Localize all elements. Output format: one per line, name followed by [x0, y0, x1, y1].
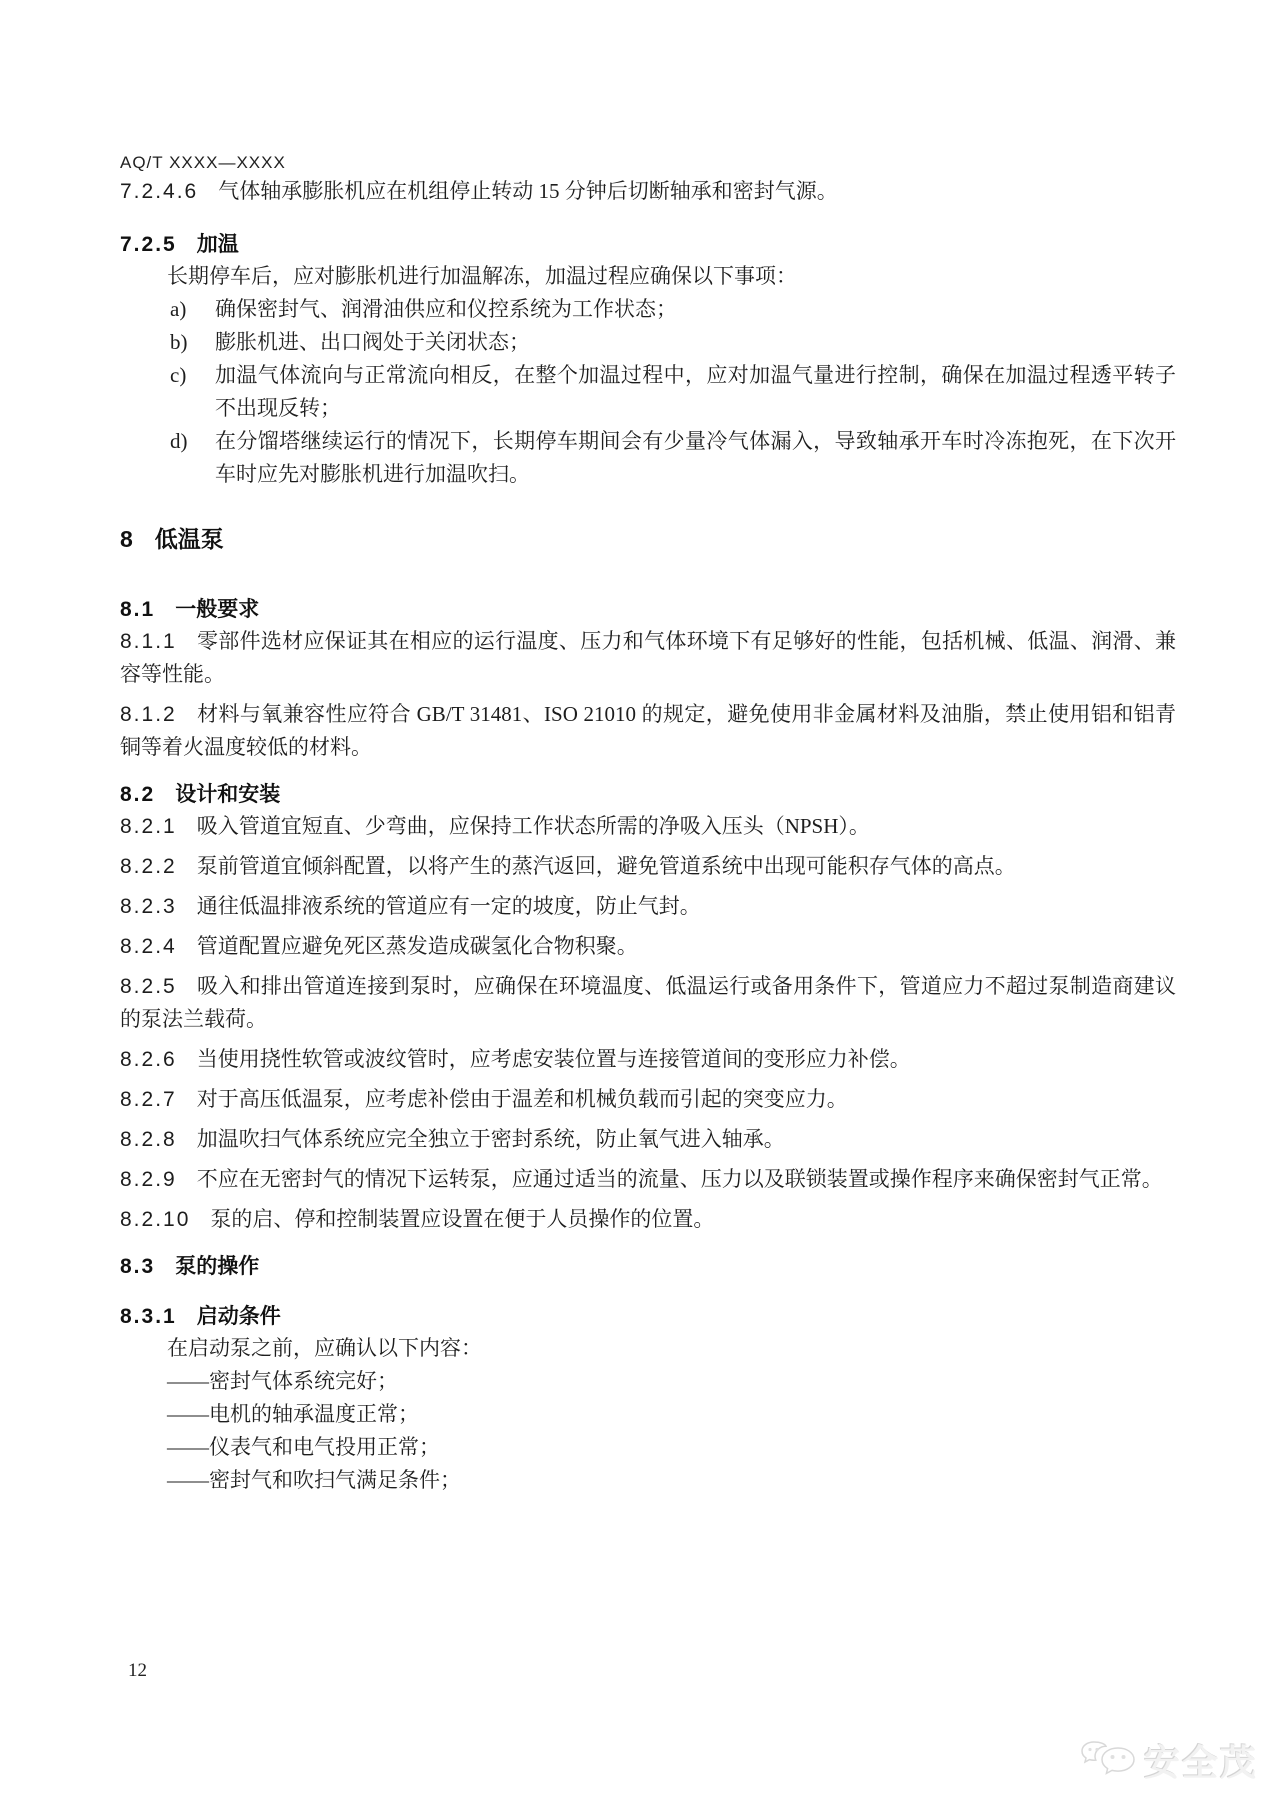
heading-title: 加温 [196, 233, 239, 256]
clause-number: 8.2.2 [120, 855, 177, 878]
clause-8-2-7 [120, 1083, 1176, 1116]
clause-number: 8.1.1 [120, 630, 177, 653]
list-text: 在分馏塔继续运行的情况下，长期停车期间会有少量冷气体漏入，导致轴承开车时冷冻抱死，在下次开车时应先对膨胀机进行加温吹扫。 [215, 429, 1176, 486]
heading-number: 7.2.5 [120, 233, 177, 256]
list-label: c) [170, 363, 187, 387]
heading-number: 8.1 [120, 598, 156, 621]
clause-number: 8.2.3 [120, 895, 177, 918]
heading-number: 8.3 [120, 1255, 156, 1278]
page-number: 12 [128, 1660, 147, 1681]
clause-7-2-4-6 [120, 175, 1176, 208]
list-item-a [120, 293, 1176, 326]
heading-8 [120, 523, 1176, 555]
list-item-c [120, 359, 1176, 425]
list-label: a) [170, 297, 187, 321]
heading-title: 启动条件 [196, 1305, 281, 1328]
clause-text: 气体轴承膨胀机应在机组停止转动 15 分钟后切断轴承和密封气源。 [218, 179, 838, 203]
clause-text: 吸入和排出管道连接到泵时，应确保在环境温度、低温运行或备用条件下，管道应力不超过泵制造商建议的泵法兰载荷。 [120, 974, 1176, 1031]
clause-text: 不应在无密封气的情况下运转泵，应通过适当的流量、压力以及联锁装置或操作程序来确保密封气正常。 [196, 1167, 1163, 1191]
clause-8-1-1 [120, 625, 1176, 691]
wechat-bubbles-icon [1080, 1740, 1136, 1782]
heading-title: 一般要求 [175, 598, 260, 621]
clause-8-2-1 [120, 810, 1176, 843]
clause-8-2-4 [120, 930, 1176, 963]
dash-item: ——密封气体系统完好； [167, 1369, 398, 1393]
clause-number: 8.2.10 [120, 1208, 191, 1231]
list-text: 加温气体流向与正常流向相反，在整个加温过程中，应对加温气量进行控制，确保在加温过程透平转子不出现反转； [215, 363, 1176, 420]
list-text: 确保密封气、润滑油供应和仪控系统为工作状态； [215, 297, 677, 321]
clause-number: 8.2.6 [120, 1048, 177, 1071]
clause-text: 零部件选材应保证其在相应的运行温度、压力和气体环境下有足够好的性能，包括机械、低温、润滑、兼容等性能。 [120, 629, 1176, 686]
dash-item: ——电机的轴承温度正常； [167, 1402, 419, 1426]
clause-8-2-10 [120, 1203, 1176, 1236]
heading-8-3-1 [120, 1302, 1176, 1332]
clause-number: 8.2.9 [120, 1168, 177, 1191]
heading-title: 设计和安装 [175, 783, 281, 806]
clause-number: 8.2.5 [120, 975, 177, 998]
clause-8-2-3 [120, 890, 1176, 923]
list-label: b) [170, 330, 188, 354]
heading-8-3 [120, 1252, 1176, 1282]
heading-number: 8 [120, 526, 135, 552]
watermark-text: 安全茂 [1144, 1742, 1259, 1783]
dash-item: ——密封气和吹扫气满足条件； [167, 1468, 461, 1492]
clause-8-2-9 [120, 1163, 1176, 1196]
clause-8-2-5 [120, 970, 1176, 1036]
clause-text: 吸入管道宜短直、少弯曲，应保持工作状态所需的净吸入压头（NPSH）。 [196, 814, 870, 838]
clause-8-1-2 [120, 698, 1176, 764]
alpha-list-725 [120, 293, 1176, 491]
clause-number: 8.2.1 [120, 815, 177, 838]
clause-8-2-6 [120, 1043, 1176, 1076]
paragraph-831-intro: 在启动泵之前，应确认以下内容： [167, 1336, 482, 1360]
clause-number: 8.2.8 [120, 1128, 177, 1151]
list-text: 膨胀机进、出口阀处于关闭状态； [215, 330, 530, 354]
heading-number: 8.3.1 [120, 1305, 177, 1328]
clause-text: 加温吹扫气体系统应完全独立于密封系统，防止氧气进入轴承。 [196, 1127, 785, 1151]
heading-8-2 [120, 780, 1176, 810]
clause-text: 通往低温排液系统的管道应有一定的坡度，防止气封。 [196, 894, 701, 918]
clause-text: 材料与氧兼容性应符合 GB/T 31481、ISO 21010 的规定，避免使用非金属材料及油脂，禁止使用铝和铝青铜等着火温度较低的材料。 [120, 702, 1176, 759]
clause-text: 当使用挠性软管或波纹管时，应考虑安装位置与连接管道间的变形应力补偿。 [196, 1047, 911, 1071]
clause-8-2-8 [120, 1123, 1176, 1156]
clause-text: 对于高压低温泵，应考虑补偿由于温差和机械负载而引起的突变应力。 [196, 1087, 848, 1111]
list-item-d [120, 425, 1176, 491]
heading-title: 低温泵 [154, 526, 224, 552]
watermark [1080, 1735, 1258, 1786]
page-content [120, 0, 1176, 1497]
paragraph-725-intro: 长期停车后，应对膨胀机进行加温解冻，加温过程应确保以下事项： [167, 264, 797, 288]
dash-list-831 [120, 1365, 1176, 1497]
clause-number: 8.1.2 [120, 703, 177, 726]
clause-text: 泵前管道宜倾斜配置，以将产生的蒸汽返回，避免管道系统中出现可能积存气体的高点。 [196, 854, 1016, 878]
heading-title: 泵的操作 [175, 1255, 260, 1278]
clause-text: 泵的启、停和控制装置应设置在便于人员操作的位置。 [210, 1207, 715, 1231]
heading-7-2-5 [120, 230, 1176, 260]
clause-number: 8.2.4 [120, 935, 177, 958]
clause-text: 管道配置应避免死区蒸发造成碳氢化合物积聚。 [196, 934, 638, 958]
clause-number: 8.2.7 [120, 1088, 177, 1111]
heading-number: 8.2 [120, 783, 156, 806]
list-label: d) [170, 429, 188, 453]
list-item-b [120, 326, 1176, 359]
clause-8-2-2 [120, 850, 1176, 883]
running-header: AQ/T XXXX—XXXX [120, 153, 286, 172]
dash-item: ——仪表气和电气投用正常； [167, 1435, 440, 1459]
clause-number: 7.2.4.6 [120, 180, 199, 203]
heading-8-1 [120, 595, 1176, 625]
